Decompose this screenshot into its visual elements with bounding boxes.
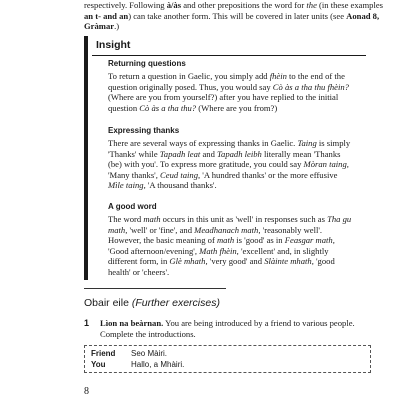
section-divider xyxy=(84,288,226,289)
body-text: , 'Good afternoon/evening', xyxy=(108,235,335,256)
body-text: , 'A thousand thanks'. xyxy=(143,180,217,191)
body-text: , 'excellent' and, in slightly different form, in xyxy=(108,245,329,267)
exercise-text: You are being introduced by a friend to various people. Complete the introductions. xyxy=(100,318,355,339)
gaelic-term: Math fhèin xyxy=(199,245,237,256)
intro-text: (in these examples xyxy=(316,0,383,10)
exercises-heading xyxy=(84,297,220,309)
exercise-instructions xyxy=(100,318,374,340)
gaelic-term: Slàinte mhath xyxy=(264,256,312,267)
gaelic-term: Cò às a tha thu fhèin? xyxy=(272,81,349,92)
body-text: , 'A hundred thanks' or the more effusive xyxy=(198,169,338,180)
insight-divider xyxy=(92,55,366,56)
gaelic-term: Mìle taing xyxy=(108,180,144,191)
gaelic-term: Tapadh leibh xyxy=(217,148,262,159)
dialog-speaker: Friend xyxy=(91,349,116,358)
exercises-heading-gaelic: Obair eile xyxy=(84,297,129,309)
body-text: There are several ways of expressing thanks in Gaelic. xyxy=(108,138,298,148)
gaelic-term: Mòran taing xyxy=(303,159,347,170)
gaelic-term: Ceud taing xyxy=(160,169,198,180)
gaelic-term: Feasgar math xyxy=(284,235,333,246)
intro-text: and other prepositions the word for xyxy=(181,0,305,10)
exercise-bold: Lìon na beàrnan. xyxy=(100,318,164,328)
dialog-line: Seo Màiri. xyxy=(131,349,168,358)
gaelic-term: fhèin xyxy=(269,71,287,81)
body-text: (Where are you from yourself?) after you have replied to the initial question xyxy=(108,92,339,113)
body-text: and xyxy=(200,148,218,159)
body-text: occurs in this unit as 'well' in responses such as xyxy=(160,214,328,224)
body-text: , 'well' or 'fine', and xyxy=(125,224,195,235)
gaelic-term: math xyxy=(216,235,235,246)
body-text: , 'very good' and xyxy=(205,256,265,267)
good-word-heading: A good word xyxy=(108,202,157,211)
expressing-thanks-body xyxy=(108,138,354,191)
body-text: To return a question in Gaelic, you simply add xyxy=(108,71,270,81)
gaelic-term: Meadhanach math xyxy=(194,224,259,235)
exercises-heading-english: (Further exercises) xyxy=(131,297,220,309)
returning-questions-section xyxy=(108,59,354,113)
gaelic-term: Tapadh leat xyxy=(159,148,201,159)
gaelic-term: Tha gu math xyxy=(108,214,352,235)
page-number: 8 xyxy=(84,386,89,397)
body-text: (Where are you from?) xyxy=(196,102,278,113)
gaelic-term: math xyxy=(143,214,161,224)
returning-questions-body xyxy=(108,71,354,113)
dialog-line: Hallo, a Mhàiri. xyxy=(131,360,185,369)
intro-bold: Aonad 8, Gràmar xyxy=(84,10,380,32)
good-word-section xyxy=(108,202,354,278)
body-text: , 'reasonably well'. However, the basic meaning of xyxy=(108,224,323,246)
intro-text: .) xyxy=(114,21,120,32)
insight-box xyxy=(84,36,368,280)
body-text: literally mean 'Thanks (be) with you'. To express more gratitude, you could say xyxy=(108,148,341,170)
intro-text: respectively. Following xyxy=(84,0,167,10)
exercise-item xyxy=(84,318,374,340)
exercise-number: 1 xyxy=(84,318,90,328)
body-text: is 'good' as in xyxy=(234,235,285,246)
dialog-box xyxy=(84,345,371,373)
body-text: The word xyxy=(108,214,144,224)
body-text: , 'Many thanks', xyxy=(108,159,349,180)
body-text: to the end of the question originally posed. Thus, you would say xyxy=(108,71,345,92)
insight-title: Insight xyxy=(96,39,131,51)
dialog-speaker: You xyxy=(91,360,106,369)
intro-paragraph xyxy=(84,0,384,32)
body-text: , 'good health' or 'cheers'. xyxy=(108,256,335,277)
gaelic-term: Cò às a tha thu? xyxy=(139,102,197,113)
intro-bold: à/às xyxy=(166,0,182,10)
intro-text: will be covered in later units (see xyxy=(229,10,347,21)
body-text: is simply 'Thanks' while xyxy=(108,138,351,159)
intro-text: ) can take another form. This xyxy=(128,10,228,21)
expressing-thanks-section xyxy=(108,126,354,191)
good-word-body xyxy=(108,214,354,278)
returning-questions-heading: Returning questions xyxy=(108,59,186,68)
gaelic-term: Taing xyxy=(297,138,317,148)
gaelic-term: Glè mhath xyxy=(169,256,206,267)
intro-bold: an t- and an xyxy=(84,10,129,21)
expressing-thanks-heading: Expressing thanks xyxy=(108,126,180,135)
intro-italic: the xyxy=(306,0,317,10)
